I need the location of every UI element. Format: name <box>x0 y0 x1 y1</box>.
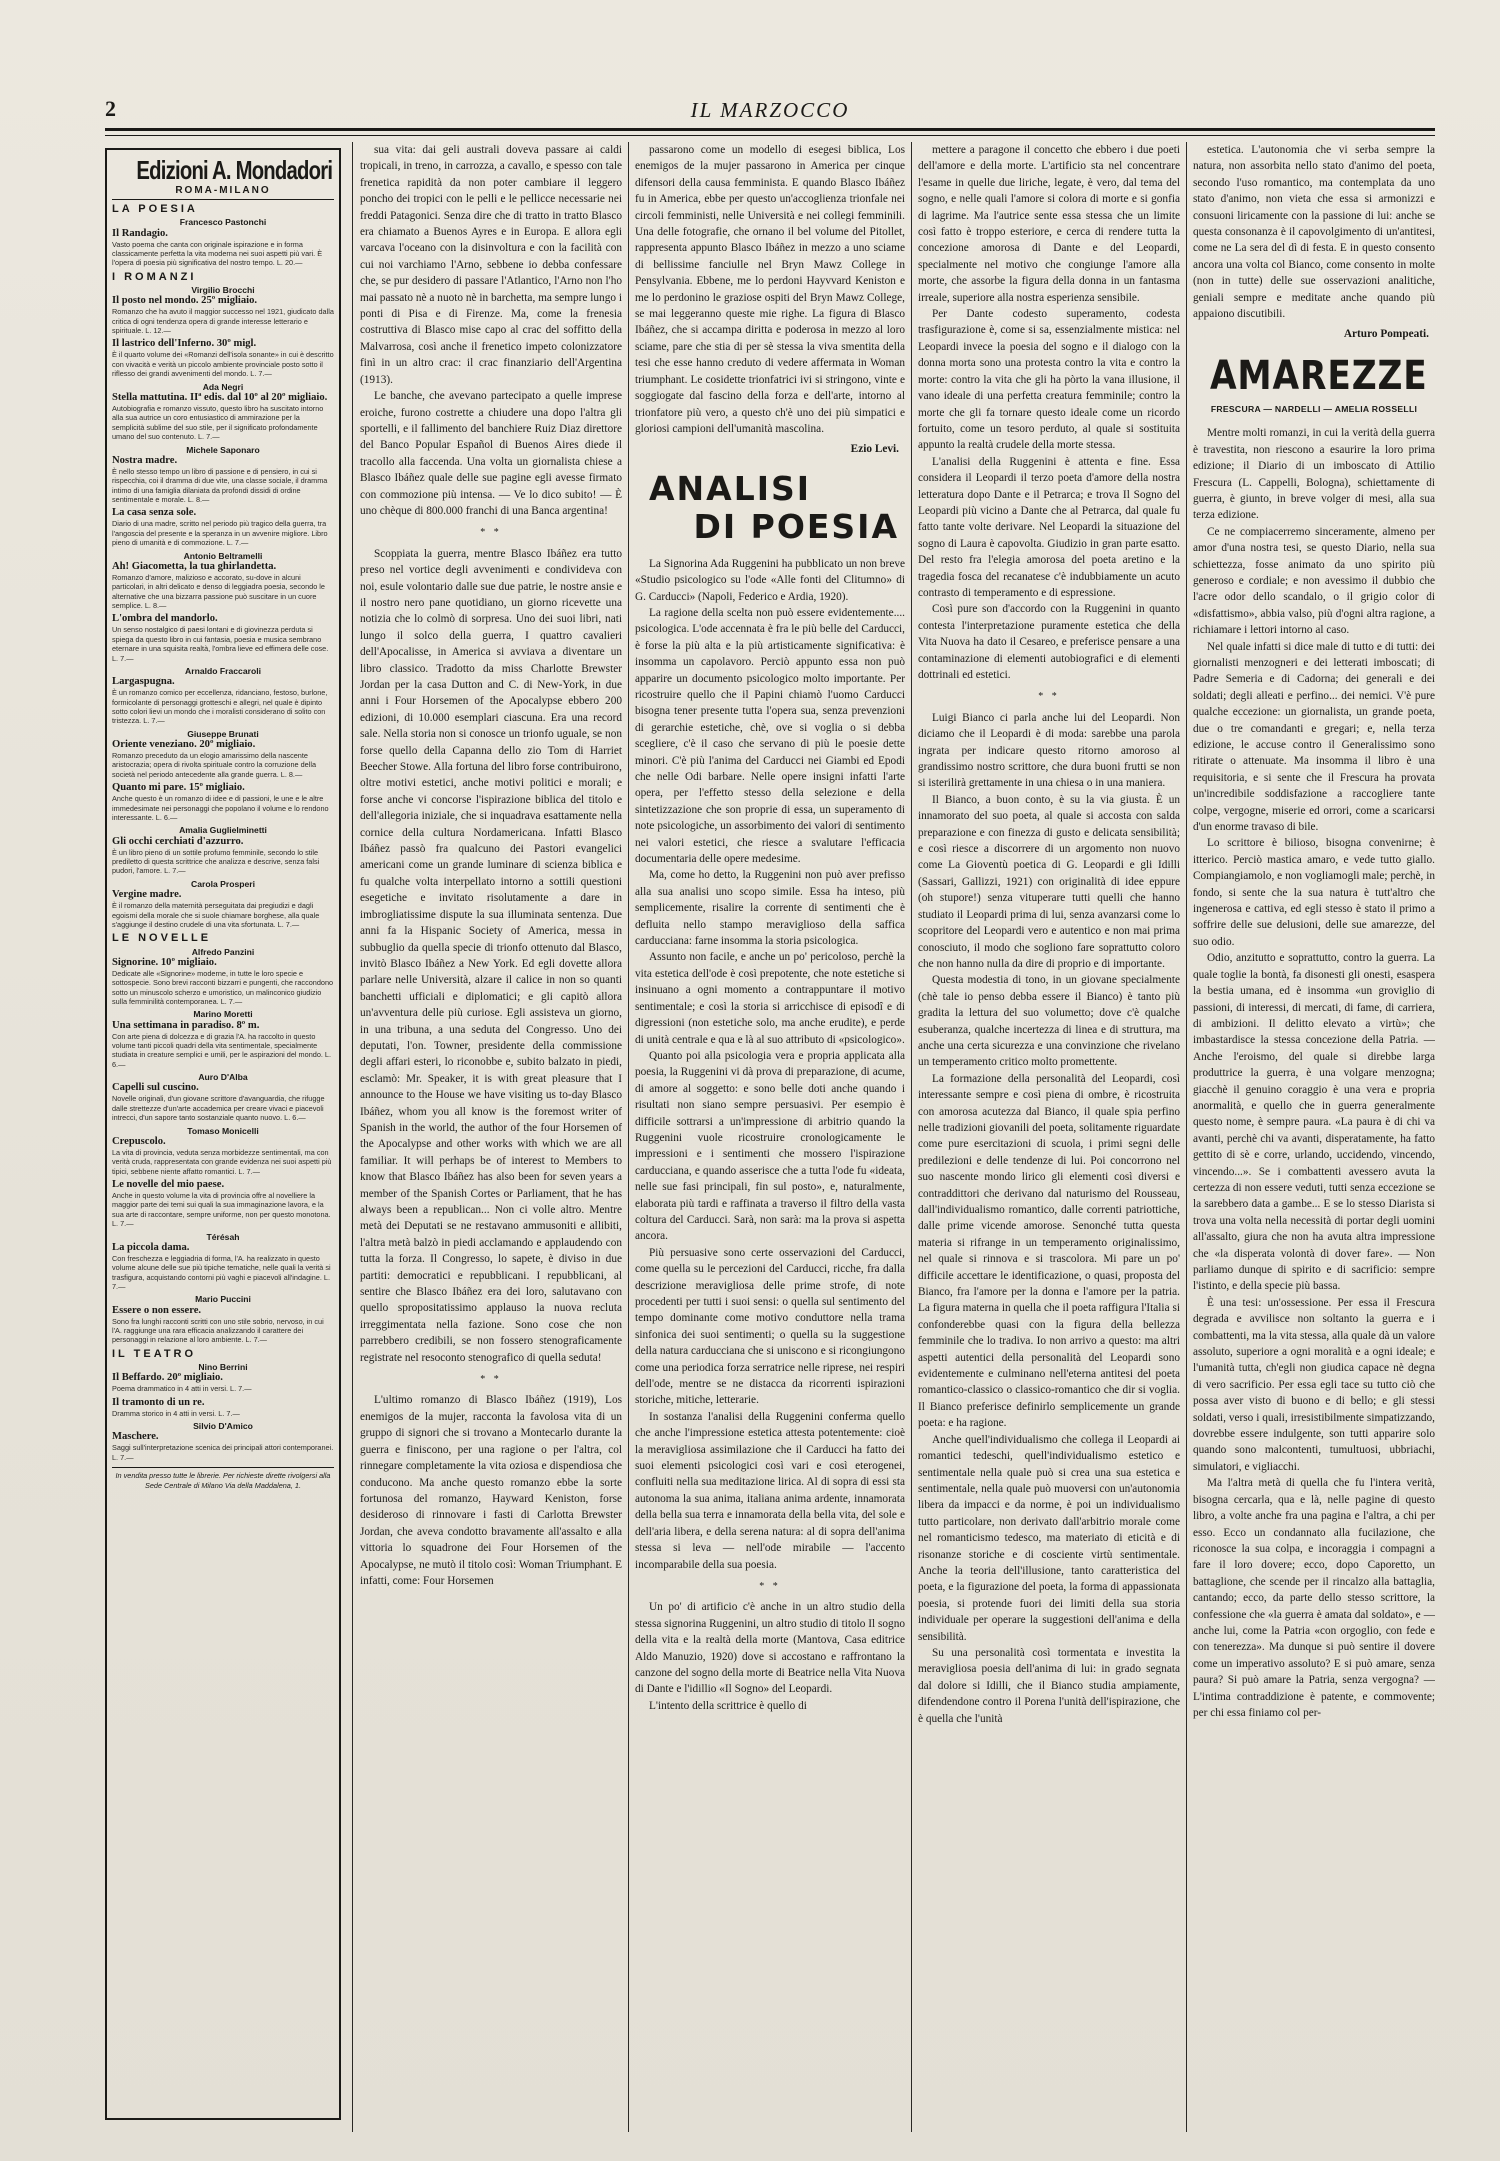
page-header <box>105 96 1435 126</box>
ad-footer: In vendita presso tutte le librerie. Per richieste dirette rivolgersi alla Sede Centrale di Milano Via della Maddalena, 1. <box>112 1467 334 1490</box>
paragraph: Un po' di artificio c'è anche in un altro studio della stessa signorina Ruggenini, un altro studio di titolo Il sogno della vita e la realtà della morte (Mantova, Casa editrice Aldo Manuzio, 1920) dove si accostano e raffrontano la canzone del sogno della morte di Beatrice nella Vita Nuova di Dante e l'idillio «Il Sogno» del Leopardi. <box>635 1601 905 1696</box>
headline-line: ANALISI <box>649 468 812 508</box>
ad-book-title: Il posto nel mondo. 25º migliaio. <box>112 295 258 307</box>
ad-book-description: Diario di una madre, scritto nel periodo più tragico della guerra, tra l'angoscia del presente e la speranza in un avvenire migliore. Libro pieno di umanità e di commozione. L. 7.— <box>112 519 328 548</box>
paragraph: Per Dante codesto superamento, codesta trasfigurazione è, come si sa, essenzialmente mistica: nel Leopardi invece la poesia del sogno e il dialogo con la donna morta sono una protesta contro la vita e contro la morte: contro la vita che gli ha pòrto la vana illusione, il vano ideale di una perfetta creatura femminile; contro la morte che gli fa tornare questo ideale come un ricordo fortuito, come un tesoro perduto, al quale si sostituita appunto la realtà crudele della morte stessa. <box>918 308 1180 452</box>
section-separator: * * <box>1038 691 1060 703</box>
ad-book-author: Amalia Guglielminetti <box>179 825 267 836</box>
paragraph: La formazione della personalità del Leopardi, così interessante sempre e così piena di ombre, è ricostruita con amorosa acutezza dal Bianco, il quale spia perfino nelle tradizioni giovanili del poeta, solitamente riguardate come pure esercitazioni di scuola, i primi segni delle predilezioni e delle tendenze di lui. Poi concorrono nel suo nascente mondo lirico gli elementi così diversi e contraddittori che derivano dal naturismo del Rousseau, dall'individualismo romantico, dalle correnti patriottiche, dalle prime vicende amorose. Senonché tutta questa materia si rifrange in un temperamento originalissimo, nel quale si rinnova e si trascolora. Mi pare un po' difficile accettare le identificazione, o quasi, proposta del Bianco, fra l'amore per la donna e l'amore per la patria. La figura materna in quella che il poeta raffigura l'Italia si confonderebbe quasi con la figura della bellezza femminile che lo tradiva. Io non arrivo a questo: ma altri aspetti autentici della personalità del Leopardi sono evidentemente e culminano nell'eterna antitesi del poeta romantico-classico o classico-romantico che dir si voglia. Il Bianco preferisce definirlo semplicemente un grande poeta: e ha ragione. <box>918 1072 1180 1430</box>
article-body <box>635 556 905 1573</box>
ad-section-heading: LA POESIA <box>112 203 198 216</box>
paragraph: Ma l'altra metà di quella che fu l'intera verità, bisogna cercarla, qua e là, nelle pagine di questo libro, a volte anche fra una pagina e l'altra, a chi per esso. Ecco un condannato alla fucilazione, che riconosce la sua colpa, e incoraggia i compagni a fare il loro dovere; ecco, dopo Caporetto, un battaglione, che scende per il rincalzo alla battaglia, cantando; ecco, da parte dello stesso scrittore, la confessione che «la guerra è amata dal soldato», e — anche lui, come la Patria «con orgoglio, con fede e con tenerezza». Ma dunque si può sentire il dovere come un imperativo assoluto? E si può amare, senza paura? Si può amare la Patria, senza vergogna? — L'intima contraddizione è patente, e commovente; per chi essa finiamo col per- <box>1193 1477 1435 1719</box>
ad-book-entry <box>112 1397 334 1418</box>
author-signature: Ezio Levi. <box>850 443 899 456</box>
paragraph: Su una personalità così tormentata e investita la meravigliosa poesia dell'anima di lui: in grado segnata dal dolore si Idilli, che il Bianco studia ampiamente, difendendone contro il Porena l'unità dell'ispirazione, che è quella che l'unità <box>918 1646 1180 1725</box>
column-advertisement <box>105 142 345 2132</box>
paragraph: mettere a paragone il concetto che ebbero i due poeti dell'amore e della morte. L'artificio sta nel concentrare l'esame in quelle due liriche, legate, è vero, dal tema del sogno, e nelle quali l'amore si colora di morte e si gonfia di lagrime. Ma l'autrice sente essa stessa che un limite così fatto è troppo esteriore, e cerca di rendere tutta la concezione amorosa di Dante e del Leopardi, specialmente nel motivo che congiunge l'amore alla morte, che assorbe la figura della donna in un fantasma irreale, superiore alla nostra esperienza sensibile. <box>918 144 1180 304</box>
article-body <box>360 142 622 519</box>
ad-section-heading: IL TEATRO <box>112 1347 197 1360</box>
ad-book-author: Térésah <box>206 1231 240 1242</box>
ad-book-title: Nostra madre. <box>112 454 178 466</box>
column-article-blasco <box>360 142 622 2132</box>
ad-book-entry <box>112 382 334 442</box>
ad-book-entry <box>112 217 334 267</box>
paragraph: sua vita: dai geli australi doveva passare ai caldi tropicali, in treno, in carrozza, a cavallo, e spesso con tale frenetica rapidità da non poter cambiare il leggero poncho dei tropici con le pelli e le pellicce necessarie nei freddi Patagonici. Senza dire che di tratto in tratto Blasco era chiamato a Buenos Ayres e in Europa. E allora egli varcava l'oceano con la disinvoltura e con la facilità con cui noi varchiamo l'Arno, sebbene io debba confessare che, se pur desidero di passare l'Atlantico, l'Arno non l'ho mai passato nè a nuoto nè in barchetta, ma sempre lungo i ponti di Pisa e di Firenze. Ma, come la frenesia costruttiva di Blasco mise capo al crac del soffitto della Malvarrosa, così anche il frenetico impeto colonizzatore finì in un altro crac: il crac finanziario dell'Argentina (1913). <box>360 144 622 386</box>
column-leopardi <box>918 142 1180 2132</box>
ad-section-heading: LE NOVELLE <box>112 932 212 945</box>
ad-book-title: Una settimana in paradiso. 8º m. <box>112 1019 260 1031</box>
ad-book-entry <box>112 551 334 611</box>
ad-book-entry <box>112 879 334 929</box>
ad-book-description: È un romanzo comico per eccellenza, ridanciano, festoso, burlone, formicolante di personaggi grotteschi e allegri, nel quale è dipinto sotto colori lievi un mondo che i moralisti considerano di solito con tristezza. L. 7.— <box>112 688 328 726</box>
ad-book-description: Sono fra lunghi racconti scritti con uno stile sobrio, nervoso, in cui l'A. raggiunge una rara efficacia analizzando il carattere dei personaggi in relazione al loro ambiente. L. 7.— <box>112 1316 324 1345</box>
paragraph: Anche quell'individualismo che collega il Leopardi ai romantici tedeschi, quell'individualismo estetico e sentimentale nella quale può si crea una sua estetica e sentimentale, nella quale può muoversi con un'autonomia libera da impacci e da norme, è poi un individualismo tutto particolare, non derivato dall'arbitrio morale come nel romanticismo tedesco, ma materiato di eticità e di risonanze storiche e di cosciente virtù sentimentale. Anche la teoria dell'illusione, tanto caratteristica del poeta, e la figurazione del poeta, la forma di appassionata poesia, si protende fuori dei limiti della sua storia individuale per operare la suggestioni dell'anima e della sensibilità. <box>918 1433 1180 1643</box>
ad-book-entry <box>112 729 334 779</box>
column-divider <box>1186 142 1187 2132</box>
column-divider <box>352 142 353 2132</box>
ad-book-entry <box>112 1294 334 1344</box>
ad-book-author: Auro D'Alba <box>198 1072 248 1083</box>
ad-book-title: Oriente veneziano. 20º migliaio. <box>112 739 256 751</box>
ad-book-entry <box>112 1009 334 1069</box>
ad-book-title: Signorine. 10º migliaio. <box>112 956 217 968</box>
ad-book-description: Dramma storico in 4 atti in versi. L. 7.— <box>112 1408 240 1418</box>
ad-book-description: È il romanzo della maternità perseguitata dai pregiudizi e dagli egoismi della morale che si suole chiamare borghese, alla quale s'aggiunge il destino crudele di una vita sfortunata. L. 7.— <box>112 901 320 929</box>
paragraph: La Signorina Ada Ruggenini ha pubblicato un non breve «Studio psicologico su l'ode «Alle fonti del Clitumno» di G. Carducci» (Napoli, Federico e Ardia, 1920). <box>635 557 905 603</box>
column-divider <box>628 142 629 2132</box>
paragraph: Ma, come ho detto, la Ruggenini non può aver prefisso alla sua analisi uno scopo simile. Essa ha inteso, più semplicemente, risalire la corrente di sentimenti che è defluita nello stampo meraviglioso della saffica carducciana: farne insomma la storia psicologica. <box>635 869 905 948</box>
ad-book-entry <box>112 666 334 726</box>
ad-book-title: Essere o non essere. <box>112 1304 202 1316</box>
ad-book-title: Largaspugna. <box>112 676 175 688</box>
ad-book-description: Un senso nostalgico di paesi lontani e di giovinezza perduta si spiega da questo libro in cui fantasia, poesia e musica sembrano eternare in una squisita realtà, l'ombra lieve ed effimera delle cose. L. 7.— <box>112 625 329 663</box>
article-body <box>918 142 1180 683</box>
ad-book-title: Capelli sul cuscino. <box>112 1082 199 1094</box>
ad-book-entry <box>112 1362 334 1394</box>
paragraph: Quanto poi alla psicologia vera e propria applicata alla poesia, la Ruggenini vi dà prova di preparazione, di acume, di amore al soggetto: e sono belle doti anche quando i risultati non siano sempre persuasivi. Per esempio è difficile sottrarsi a un'impressione di arbitrio quando la Ruggenini vuole ricostruire cronologicamente le impressioni e i sentimenti che mossero l'ispirazione carducciana, e quando asserisce che a tutta l'ode fu «ideata, nelle sue fasi principali, fin sul posto», e, naturalmente, elaborata più tardi e raffinata a traverso il filtro della vasta coltura del Carducci. Sarà, non sarà: ma la prova si aspetta ancora. <box>635 1049 905 1243</box>
section-separator: * * <box>480 527 502 539</box>
header-rule <box>105 128 1435 136</box>
ad-book-description: Novelle originali, d'un giovane scrittore d'avanguardia, che rifugge dalle strettezze d'un'arte accademica per creare vivaci e piacevoli intrecci, d'un sapore tanto sostanziale quanto nuovo. L. 6.— <box>112 1094 325 1123</box>
ad-book-title: Stella mattutina. IIª edis. dal 10º al 20º migliaio. <box>112 391 328 403</box>
ad-book-author: Virgilio Brocchi <box>191 285 255 296</box>
ad-book-description: È nello stesso tempo un libro di passione e di pensiero, in cui si rispecchia, coi il dramma di due vite, una classe sociale, il dramma intimo di una famiglia dilaniata da profondi dissidi di ordine sentimentale e morale. L. 8.— <box>112 466 328 504</box>
ad-book-description: Dedicate alle «Signorine» moderne, in tutte le loro specie e sottospecie. Sono brevi racconti bizzarri e pungenti, che raccondono sotto un minuscolo scherzo e umoristico, un malinconico giudizio sulla femminilità contemporanea. L. 7.— <box>112 968 334 1006</box>
ad-subtitle: ROMA-MILANO <box>112 186 334 200</box>
ad-book-author: Carola Prosperi <box>191 878 255 889</box>
article-body <box>1193 425 1435 1721</box>
headline-amarezze: AMAREZZE <box>1209 352 1428 399</box>
paragraph: È una tesi: un'ossessione. Per essa il Frescura degrada e avvilisce non soltanto la guerra e i combattenti, ma la vita stessa, alla quale dà un valore assoluto, superiore a ogni moralità e a ogni ideale; e l'umanità tutta, ch'egli non giudica capace nè degna di vero sacrificio. Per essa egli tace su tutto ciò che possa aver visto di buono e di bello; e gli stessi soldati, verso i quali, irresistibilmente simpatizzando, dovrebbe essere indulgente, son tutti apparire solo quando sono malcontenti, tumultuosi, ubbriachi, simulatori, e vigliacchi. <box>1193 1296 1435 1473</box>
ad-book-title: L'ombra del mandorlo. <box>112 613 218 625</box>
article-body <box>1193 142 1435 322</box>
ad-book-title: La piccola dama. <box>112 1241 190 1253</box>
section-separator: * * <box>759 1580 781 1592</box>
paragraph: Questa modestia di tono, in un giovane specialmente (chè tale io penso debba essere il Bianco) è tanto più gradita la lettura del suo volumetto; dove c'è qualche esuberanza, qualche incertezza di linea e di struttura, ma anche una certa sicurezza e una convinzione che rivelano un temperamento critico molto promettente. <box>918 974 1180 1069</box>
ad-book-entry <box>112 825 334 875</box>
ad-book-author: Francesco Pastonchi <box>179 217 267 228</box>
ad-book-description: È un libro pieno di un sottile profumo femminile, secondo lo stile prediletto di questa scrittrice che analizza e descrive, senza falsi pudori, l'amore. L. 7.— <box>112 847 320 876</box>
paragraph: La ragione della scelta non può essere evidentemente.... psicologica. L'ode accennata è fra le più belle del Carducci, è forse la più alta e la più artisticamente significativa: è insomma un capolavoro. Perciò appunto essa non può apparire un documento psicologico molto importante. Per ricostruire quello che il Papini chiamò l'uomo Carducci bisogna tener presente tutta l'opera sua, senza prevenzioni di gerarchie estetiche, chè, ove si voglia o si debba scegliere, c'è il caso che servano di più le poesie dette minori. C'è più l'anima del Carducci nei Giambi ed Epodi che nelle Odi barbare. Nelle opere insigni infatti l'arte opera, per l'effetto stesso della selezione e della sintetizzazione che son proprie di essa, un superamento di note psicologiche, un assorbimento dei valori di sentimento nei valori estetici, che riesce a svalutare l'efficacia documentaria delle opere medesime. <box>635 606 905 866</box>
ad-book-author: Arnaldo Fraccaroli <box>185 666 261 676</box>
paragraph: Mentre molti romanzi, in cui la verità della guerra è travestita, non riescono a esaurire la loro prima edizione; il Diario di un imboscato di Attilio Frescura (L. Cappelli, Bologna), schiettamente di guerra, è giunto, in breve volger di mesi, alla sua terza edizione. <box>1193 427 1435 522</box>
ad-book-title: La casa senza sole. <box>112 507 197 519</box>
article-body <box>635 1599 905 1714</box>
ad-book-entry <box>112 1072 334 1122</box>
section-separator: * * <box>480 1374 502 1386</box>
ad-book-author: Tomaso Monicelli <box>187 1125 259 1136</box>
ad-book-description: Autobiografia e romanzo vissuto, questo libro ha suscitato intorno alla sua autrice un coro entusiastico di ammirazione per la semplicità sublime del suo stile, per il significato profondamente umano del suo contenuto. L. 7.— <box>112 403 324 442</box>
ad-book-description: Con arte piena di dolcezza e di grazia l'A. ha raccolto in questo volume tanti piccoli quadri della vita sentimentale, specialmente studiata in creature semplici e umili, per le aspirazioni del mondo. L. 6.— <box>112 1031 332 1069</box>
ad-book-entry <box>112 1126 334 1176</box>
paragraph: Così pure son d'accordo con la Ruggenini in quanto contesta l'interpretazione puramente estetica che della Vita Nuova ha dato il Cesareo, e preferisce pensare a una contaminazione di elementi autobiografici e di elementi dottrinali ed estetici. <box>918 603 1180 681</box>
ad-book-author: Marino Moretti <box>193 1009 253 1020</box>
paragraph: L'intento della scrittrice è quello di <box>649 1699 807 1712</box>
ad-book-title: Maschere. <box>112 1431 159 1443</box>
ad-book-entry <box>112 782 334 822</box>
ad-book-description: Romanzo d'amore, malizioso e accorato, su-dove in alcuni particolari, in altri delicato e denso di leggiadra poesia, secondo le alternative che una bizzarra passione può suscitare in un cuore semplice. L. 8.— <box>112 572 325 610</box>
author-signature: Arturo Pompeati. <box>1343 328 1429 341</box>
ad-book-entry <box>112 947 334 1007</box>
article-body <box>918 710 1180 1727</box>
ad-book-description: Romanzo che ha avuto il maggior successo nel 1921, giudicato dalla critica di ogni tendenza opera di grande interesse letterario e spirituale. L. 12.— <box>112 307 334 336</box>
ad-book-author: Mario Puccini <box>195 1294 251 1305</box>
ad-section-heading: I ROMANZI <box>112 270 197 283</box>
paragraph: Scoppiata la guerra, mentre Blasco Ibáñez era tutto preso nel vortice degli avvenimenti e condivideva con noi, esule volontario dalle sue due patrie, le nostre ansie e il nostro nero pane quotidiano, un giorno ricevette una notizia che lo colmò di sorpresa. Uno dei suoi libri, nati lungo il solco della guerra, I quattro cavalieri dell'Apocalisse, in America si avviava a diventare un libro classico. Tradotto da miss Charlotte Brewster Jordan per la casa Dutton and C. di New-York, in due anni i Four Horsemen of the Apocalypse ebbero 200 edizioni, di 10.000 esemplari ciascuna. Era una record sale. Nella storia non si conosce un trionfo uguale, se non forse quello della Capanna dello zio Tom di Harriet Beecher Stowe. Alla fortuna del libro forse contribuirono, oltre motivi estetici, anche motivi politici e morali; e forse anche vi concorse l'ispirazione biblica del titolo e dell'allegoria iniziale, che si inquadrava esattamente nella cornice della cultura Nordamericana. Infatti Blasco Ibáñez passò fra qualcuno dei Pastori evangelici americani come un grande luminare di scienza biblica e fu qualche volta interpellato intorno a sottili questioni esegetiche e invitato risolutamente a dare in imbrogliatissime dispute la sua illuminata sentenza. Due anni fa la Hispanic Society of America, messa in subbuglio da quella specie di trionfo ottenuto dal Blasco, invitò Blasco Ibáñez a New York. Ed egli dovette allora parlare nelle Università, alzare il calice in non so quanti banchetti ufficiali e diplomatici; e gli capitò allora un'avventura delle più curiose. Egli assisteva un giorno, in una tribuna, a una seduta del Congresso. Uno dei deputati, l'on. Towner, presidente della commissione degli affari esteri, lo riconobbe e, subito balzato in piedi, esclamò: Mr. Speaker, it is with great pleasure that I announce to the House we have visiting us to-day Blasco Ibáñez, whom you all know is the foremost writer of Spanish in the world, the author of the four Horsemen of the Apocalypse and other works with which we are all familiar. It will perhaps be of interest to Members to know that Blasco Ibáñez has also been for seven years a member of the Spanish Cortes or Parliament, that he has always been a republican... Non ci volle altro. Mentre metà dei Deputati se ne restavano ammusoniti e allibiti, l'altra metà balzò in piedi acclamando e applaudendo con tutta la forza. Il Congresso, lo sapete, è diviso in due partiti: democratici e repubblicani. I repubblicani, al sentire che Blasco Ibáñez era dei loro, salutavano con quello spropositatissimo applauso la nuova recluta irreggimentata nella fazione. Sono cose che non parrebbero credibili, se non fossero stenograficamente registrate nel resoconto stenografico di quella seduta! <box>360 547 622 1364</box>
ad-book-description: Vasto poema che canta con originale ispirazione e in forma classicamente perfetta la vita moderna nei suoi aspetti più vari. È l'opera di poesia più significativa del nostro tempo. L. 20.— <box>112 239 323 268</box>
ad-book-author: Alfredo Panzini <box>191 946 255 957</box>
ad-book-author: Michele Saponaro <box>186 444 260 455</box>
paragraph: Ce ne compiacerremo sinceramente, almeno per amor d'una nostra tesi, se questo Diario, nella sua schiettezza, fosse animato da uno spirito più generoso e cordiale; e non avessimo il dubbio che l'acre odor dello scandalo, o il grigio color di «disfattismo», abbia valso, più d'ogni altra ragione, a richiamare i lettori intorno al caso. <box>1193 525 1435 637</box>
ad-book-description: Poema drammatico in 4 atti in versi. L. 7.— <box>112 1384 252 1394</box>
ad-book-author: Nino Berrini <box>198 1362 248 1373</box>
ad-book-author: Silvio D'Amico <box>193 1421 253 1432</box>
ad-title: Edizioni A. Mondadori <box>136 155 333 185</box>
headline-line: DI POESIA <box>693 506 899 546</box>
ad-book-title: Le novelle del mio paese. <box>112 1179 225 1191</box>
ad-book-description: Con freschezza e leggiadria di forma, l'A. ha realizzato in questo volume alcune delle sue più tipiche tematiche, nelle quali la verità si trasfigura, acquistando contorni più vaghi e piacevoli all'indagine. L. 7.— <box>112 1253 331 1292</box>
ad-book-description: È il quarto volume dei «Romanzi dell'isola sonante» in cui è descritto con vivacità e verità un piccolo ambiente provinciale posto sotto il riflesso dei grandi avvenimenti del mondo. L. 7.— <box>112 350 334 379</box>
ad-book-author: Antonio Beltramelli <box>183 550 263 561</box>
paragraph: estetica. L'autonomia che vi serba sempre la natura, non assorbita nello stato d'animo del poeta, secondo l'uso romantico, ma contemplata da uno stato d'animo, non vieta che essa si armonizzi e consuoni liricamente con la passione di lui: anche se questa consonanza è il capovolgimento di un'antitesi, come ne La sera del dì di festa. E in questo consento ancora una volta col Bianco, come consento in molte (non in tutte) delle sue osservazioni analitiche, geniali sempre e meditate anche quando più appaiono discutibili. <box>1193 144 1435 321</box>
paragraph: L'analisi della Ruggenini è attenta e fine. Essa considera il Leopardi il terzo poeta d'amore della nostra letteratura dopo Dante e il Petrarca; e trova Il Sogno del Leopardi più vicino a Dante che al Petrarca, dal quale fu fatto tante volte derivare. Nel Leopardi la situazione del sogno di Laura è capovolta. Giudizio in gran parte esatto. Del resto fra l'elegia amorosa del poeta aretino e la tragedia fosca del recanatese c'è indubbiamente un acuto contrasto di temperamento e di espressione. <box>918 455 1180 599</box>
paragraph: Le banche, che avevano partecipato a quelle imprese eroiche, furono costrette a chiudere una dopo l'altra gli sportelli, e il fallimento del banchiere Ruiz Diaz direttore del Banco Popular Español di Buenos Aires diede il tracollo alla faccenda. Una volta un giornalista chiese a Blasco Ibáñez quale delle sue pagine egli avesse firmato con commozione più intensa. — Ve lo dico subito! — È uno chèque di 800.000 franchi di una Banca argentina! <box>360 390 622 517</box>
ad-book-description: Romanzo preceduto da un elogio amarissimo della nascente aristocrazia; opera di rivolta spirituale contro la corruzione della società nel periodo antecedente alla grande guerra. L. 8.— <box>112 751 317 779</box>
ad-book-description: Saggi sull'interpretazione scenica dei principali attori contemporanei. L. 7.— <box>112 1443 334 1462</box>
ad-book-entry <box>112 613 334 663</box>
ad-book-title: Quanto mi pare. 15º migliaio. <box>112 782 245 794</box>
paragraph: Assunto non facile, e anche un po' pericoloso, perchè la vita estetica dell'ode è così prepotente, che note estetiche si insinuano a ogni momento a contrappuntare il motivo sentimentale; e così la storia si arricchisce di episodî e di digressioni (non estetiche solo, ma anche erudite), e perde di unità centrale e qua e là al suo attributo di «psicologico». <box>635 951 905 1046</box>
article-body <box>635 142 905 437</box>
ad-book-description: Anche in questo volume la vita di provincia offre al novelliere la maggior parte dei temi sui quali la sua immaginazione lavora, e la sua arte di raccontare, sempre uniforme, non per questo monotona. L. 7.— <box>112 1191 331 1229</box>
paragraph: passarono come un modello di esegesi biblica, Los enemigos de la mujer passarono in America per cinque difensori della causa femminista. E quando Blasco Ibáñez fu in America, ebbe per questo un'accoglienza trionfale nei circoli femministi, nelle Università e nei collegi femminili. Una delle fotografie, che ornano il bel volume del Pitollet, rappresenta appunto Blasco Ibáñez in mezzo a uno sciame di bellissime fanciulle nel Bryn Mawz College in Pensylvania. Ebbene, me lo perdoni Hayvvard Keniston e me lo perdonino le graziose ospiti del Bryn Mawz College, se mai leggeranno queste mie righe. La figura di Blasco Ibáñez, che si accampa diritta e poderosa in mezzo al loro sciame, pare che stia di per sè stessa la viva smentita della tesi che esse hanno creduto di vedere affermata in Woman triumphant. Le cosidette trionfatrici ivi si stringono, vinte e soggiogate dal fascino della forza e dell'arte, intorno al trionfatore più vero, a questo ch'è uno dei più simpatici e gloriosi campioni dell'umanità mascolina. <box>635 144 905 435</box>
ad-book-author: Giuseppe Brunati <box>187 728 259 739</box>
column-analisi <box>635 142 905 2132</box>
ad-book-description: Anche questo è un romanzo di idee e di passioni, le une e le altre immedesimate nei personaggi che popolano il volume e lo rendono interessante. L. 6.— <box>112 794 329 823</box>
ad-book-title: Il Beffardo. 20º migliaio. <box>112 1372 223 1384</box>
paragraph: Lo scrittore è bilioso, bisogna convenirne; è itterico. Perciò mastica amaro, e vede tutto giallo. Compiangiamolo, e non vogliamogli male; perchè, in fondo, si sente che la sua natura è tutt'altro che ingenerosa e cattiva, ed egli stesso è stato il primo a soffrire delle sue delusioni, delle sue amarezze, del suo odio. <box>1193 837 1435 948</box>
ad-book-entry <box>112 1179 334 1229</box>
ad-book-entry <box>112 285 334 335</box>
headline-subtitle: FRESCURA — NARDELLI — AMELIA ROSSELLI <box>1210 403 1418 414</box>
ad-book-title: Gli occhi cerchiati d'azzurro. <box>112 835 244 847</box>
ad-book-entry <box>112 507 334 547</box>
ad-book-entry <box>112 338 334 378</box>
ad-book-title: Ah! Giacometta, la tua ghirlandetta. <box>112 560 277 572</box>
paragraph: Nel quale infatti si dice male di tutto e di tutti: dei giornalisti menzogneri e dei letterati imboscati; di Padre Semeria e di Cadorna; dei generali e dei soldati; degli alleati e perfino... dei nemici. V'è pure qualche eccezione: un giornalista, un grande poeta, due o tre comandanti e gregari; e, nella terza edizione, le accuse contro il Generalissimo sono ritirate o attenuate. Ma insomma il libro è una requisitoria, e si sente che il Frescura ha provata un'incredibile soddisfazione a raccogliere tante colpe, vergogne, miserie ed orrori, come a scaricarsi d'un enorme travaso di bile. <box>1193 640 1435 834</box>
headline-analisi-di-poesia <box>635 470 905 546</box>
paragraph: In sostanza l'analisi della Ruggenini conferma quello che anche l'impressione estetica attesta potentemente: cioè la meravigliosa assimilazione che il Carducci ha fatto dei suoi elementi psicologici così vari e così eterogenei, confluiti nella sua meditazione lirica. Al di sopra di essi sta autonoma la sua anima, italiana anima ardente, innamorata della bella sua terra e innamorata della bella vita, del sole e dell'aria libera, e della serena natura: al di sopra dell'anima stessa si leva — nell'ode mirabile — l'accento incomparabile della sua poesia. <box>635 1410 905 1571</box>
paragraph: L'ultimo romanzo di Blasco Ibáñez (1919), Los enemigos de la mujer, racconta la favolosa vita di un gruppo di signori che si trovano a Montecarlo durante la guerra e finiscono, per una ragione o per l'altra, col rinnegare completamente la vita oziosa e dispendiosa che conducono. Ma anche questo romanzo ebbe la sorte fortunosa del romanzo, Hayward Keniston, forse desideroso di rinnovare i fasti di Carlotta Brewster Jordan, che aveva condotto bravamente all'assalto e alla vittoria lo squadrone dei Four Horsemen of the Apocalypse, ne mutò il titolo così: Woman Triumphant. E infatti, come: Four Horsemen <box>360 1394 622 1587</box>
article-body <box>360 1392 622 1589</box>
article-body <box>360 546 622 1366</box>
ad-book-title: Il Randagio. <box>112 227 168 239</box>
ad-sections <box>112 204 334 1462</box>
ad-book-title: Crepuscolo. <box>112 1135 166 1147</box>
mondadori-advertisement <box>105 148 341 2120</box>
paragraph: Il Bianco, a buon conto, è su la via giusta. È un innamorato del suo poeta, al quale si accosta con salda preparazione e con finezza di gusto e delicata sensibilità; e così riesce a discorrere di un argomento non nuovo come La Gioventù poetica di G. Leopardi e gli Idilli (Sassari, Gallizzi, 1921) con originalità di idee eppure (oh stupore!) senza vituperare tutti quelli che hanno studiato il Leopardi prima di lui, senza avanzarsi come lo scopritore del Leopardi vero e autentico e non mai prima conosciuto, il modo che sogliono fare soprattutto coloro che non hanno nulla da dire di proprio e di importante. <box>918 793 1180 970</box>
running-title: IL MARZOCCO <box>690 98 850 122</box>
ad-book-entry <box>112 1232 334 1292</box>
ad-book-description: La vita di provincia, veduta senza morbidezze sentimentali, ma con verità cruda, rappresentata con grande evidenza nei suoi aspetti più tipici, sebbene niente affatto romantici. L. 7.— <box>112 1147 332 1176</box>
ad-book-author: Ada Negri <box>202 381 244 392</box>
paragraph: Più persuasive sono certe osservazioni del Carducci, come quella su le percezioni del Carducci, ricche, fra dalla descrizione meravigliosa delle prime strofe, di note procedenti per tutti i suoi sensi: o quella sul sentimento del tempo dominante come motivo conduttore nella trama sinfonica dei suoi sentimenti; o quella su la suggestione della natura carducciana che si uniscono e si ricongiungono come una periodica forza serratrice nelle riprese, nei respiri dell'ode, mentre se ne distacca da ricorrenti ispirazioni storiche, mitiche, letterarie. <box>635 1246 905 1407</box>
column-divider <box>911 142 912 2132</box>
page-number: 2 <box>105 96 116 121</box>
ad-book-entry <box>112 1421 334 1462</box>
column-amarezze <box>1193 142 1435 2132</box>
paragraph: Luigi Bianco ci parla anche lui del Leopardi. Non diciamo che il Leopardi è di moda: sarebbe una parola ingrata per indicare questo ritorno amoroso al grandissimo nostro scrittore, che dura buoni frutti se non si isterilirà grettamente in una chiesa o in una maniera. <box>918 711 1180 790</box>
ad-book-title: Il tramonto di un re. <box>112 1396 205 1408</box>
ad-book-title: Vergine madre. <box>112 889 182 901</box>
ad-book-entry <box>112 445 334 505</box>
paragraph: Odio, anzitutto e soprattutto, contro la guerra. La quale toglie la bontà, fa disonesti gli onesti, esaspera la bestia umana, ed è insomma «un groviglio di passioni, di interessi, di mercati, di fame, di carriera, di ambizioni. Il delitto elevato a virtù»; che imbastardisce la stessa concezione della Patria. — Anche l'eroismo, del quale si direbbe larga produttrice la guerra, è una volgare menzogna; giacchè il genuino coraggio è una vera e propria anormalità, e quello che in guerra generalmente questo nome, è sempre paura. «La paura è di chi va avanti, perchè chi va avanti, disperatamente, ha fatto gettito di sè e corre, urlando, uccidendo, vincendo, vincendo...». Se i combattenti avessero avuta la certezza di non essere veduti, tutti senza eccezione se la sarebbero data a gambe... E se lo stesso Diarista si trova una volta nella necessità di portar degli uomini all'assalto, giura che non ha avuta altra impressione che «la disperata volontà di dover fare». — Non parliamo dunque di spirito e di sacrificio: sempre l'istinto, e della specie più bassa. <box>1193 952 1435 1293</box>
ad-book-title: Il lastrico dell'Inferno. 30º migl. <box>112 338 257 350</box>
